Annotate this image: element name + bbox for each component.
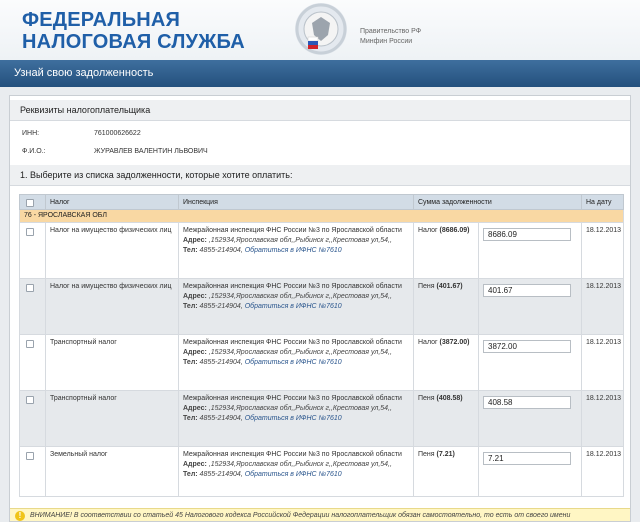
inspection-cell [179, 279, 414, 335]
table-row [20, 223, 624, 279]
table-row [20, 391, 624, 447]
tax-name: Транспортный налог [46, 391, 179, 447]
amount-input[interactable] [483, 228, 571, 241]
debt-kind-cell [414, 391, 479, 447]
table-header-row [20, 195, 624, 210]
debt-kind: Пеня [418, 395, 435, 402]
inspection-address [183, 404, 409, 414]
contact-inspection-link[interactable]: Обратиться в ИФНС №7610 [244, 247, 342, 254]
select-all-checkbox[interactable] [26, 199, 34, 207]
inspection-address [183, 292, 409, 302]
warning-banner [10, 508, 630, 522]
debt-kind: Пеня [418, 283, 435, 290]
tel-text: 4855-214904, [197, 303, 243, 310]
amount-input[interactable] [483, 452, 571, 465]
column-header-debt-sum: Сумма задолженности [414, 195, 582, 210]
amount-input[interactable] [483, 396, 571, 409]
site-header [0, 0, 640, 60]
inspection-cell [179, 223, 414, 279]
address-label: Адрес: [183, 293, 207, 300]
debt-kind-cell [414, 447, 479, 497]
row-select-cell [20, 447, 46, 497]
debts-table [19, 194, 624, 497]
row-checkbox[interactable] [26, 284, 34, 292]
row-select-cell [20, 223, 46, 279]
column-header-date: На дату [582, 195, 624, 210]
address-label: Адрес: [183, 405, 207, 412]
brand-logo[interactable] [22, 9, 245, 53]
page-title: Узнай свою задолженность [0, 60, 640, 87]
region-label: 76 - ЯРОСЛАВСКАЯ ОБЛ [20, 210, 624, 223]
debt-kind-amount: (3872.00) [439, 339, 470, 346]
amount-cell [479, 335, 582, 391]
amount-input[interactable] [483, 340, 571, 353]
inspection-address [183, 348, 409, 358]
debt-date: 18.12.2013 [582, 279, 624, 335]
inspection-name: Межрайонная инспекция ФНС России №3 по Ярославской области [183, 339, 402, 346]
tel-text: 4855-214904, [197, 359, 243, 366]
debt-kind-cell [414, 223, 479, 279]
inspection-cell [179, 391, 414, 447]
debt-kind-cell [414, 279, 479, 335]
brand-line-2: НАЛОГОВАЯ СЛУЖБА [22, 31, 245, 53]
brand-line-1: ФЕДЕРАЛЬНАЯ [22, 9, 181, 31]
contact-inspection-link[interactable]: Обратиться в ИФНС №7610 [244, 415, 342, 422]
taxpayer-section-title: Реквизиты налогоплательщика [10, 100, 630, 121]
inspection-phone [183, 246, 409, 256]
tel-text: 4855-214904, [197, 471, 243, 478]
table-row [20, 279, 624, 335]
debt-kind-amount: (7.21) [436, 451, 455, 458]
inspection-phone [183, 470, 409, 480]
debt-date: 18.12.2013 [582, 335, 624, 391]
address-label: Адрес: [183, 237, 207, 244]
tax-name: Налог на имущество физических лиц [46, 223, 179, 279]
inspection-name: Межрайонная инспекция ФНС России №3 по Ярославской области [183, 451, 402, 458]
debt-kind-amount: (401.67) [436, 283, 463, 290]
row-checkbox[interactable] [26, 396, 34, 404]
fns-emblem-icon [290, 1, 352, 61]
address-text: ,152934,Ярославская обл,,Рыбинск г,,Крестовая ул,54,, [206, 461, 392, 468]
row-select-cell [20, 391, 46, 447]
column-header-tax: Налог [46, 195, 179, 210]
table-row [20, 447, 624, 497]
fio-label: Ф.И.О.: [22, 148, 46, 155]
tax-name: Налог на имущество физических лиц [46, 279, 179, 335]
tel-label: Тел: [183, 471, 198, 478]
debt-kind: Налог [418, 339, 438, 346]
amount-cell [479, 223, 582, 279]
debt-kind-amount: (8686.09) [439, 227, 470, 234]
fio-value: ЖУРАВЛЕВ ВАЛЕНТИН ЛЬВОВИЧ [94, 148, 208, 155]
row-select-cell [20, 335, 46, 391]
warning-icon: ! [15, 511, 25, 521]
row-checkbox[interactable] [26, 340, 34, 348]
contact-inspection-link[interactable]: Обратиться в ИФНС №7610 [244, 303, 342, 310]
address-label: Адрес: [183, 461, 207, 468]
region-row [20, 210, 624, 223]
amount-cell [479, 391, 582, 447]
inspection-name: Межрайонная инспекция ФНС России №3 по Ярославской области [183, 283, 402, 290]
debt-date: 18.12.2013 [582, 223, 624, 279]
debt-kind-amount: (408.58) [436, 395, 463, 402]
inspection-cell [179, 335, 414, 391]
inn-value: 761000626622 [94, 130, 141, 137]
column-header-inspection: Инспекция [179, 195, 414, 210]
tel-label: Тел: [183, 415, 198, 422]
inspection-address [183, 460, 409, 470]
tel-text: 4855-214904, [197, 247, 243, 254]
table-row [20, 335, 624, 391]
amount-cell [479, 279, 582, 335]
address-label: Адрес: [183, 349, 207, 356]
gov-line-2: Минфин России [360, 38, 413, 45]
inspection-name: Межрайонная инспекция ФНС России №3 по Ярославской области [183, 227, 402, 234]
debt-kind: Налог [418, 227, 438, 234]
debt-date: 18.12.2013 [582, 447, 624, 497]
amount-cell [479, 447, 582, 497]
select-all-cell [20, 195, 46, 210]
inspection-phone [183, 358, 409, 368]
tel-label: Тел: [183, 247, 198, 254]
amount-input[interactable] [483, 284, 571, 297]
address-text: ,152934,Ярославская обл,,Рыбинск г,,Крестовая ул,54,, [206, 293, 392, 300]
row-select-cell [20, 279, 46, 335]
step1-title: 1. Выберите из списка задолженности, которые хотите оплатить: [10, 165, 630, 186]
row-checkbox[interactable] [26, 228, 34, 236]
tel-label: Тел: [183, 359, 198, 366]
contact-inspection-link[interactable]: Обратиться в ИФНС №7610 [244, 471, 342, 478]
tel-label: Тел: [183, 303, 198, 310]
debt-panel [9, 95, 631, 522]
gov-line-1: Правительство РФ [360, 28, 422, 35]
tax-name: Транспортный налог [46, 335, 179, 391]
address-text: ,152934,Ярославская обл,,Рыбинск г,,Крестовая ул,54,, [206, 237, 392, 244]
government-caption [360, 27, 421, 47]
tax-name: Земельный налог [46, 447, 179, 497]
debt-kind-cell [414, 335, 479, 391]
inspection-name: Межрайонная инспекция ФНС России №3 по Ярославской области [183, 395, 402, 402]
warning-text: ВНИМАНИЕ! В соответствии со статьей 45 Налогового кодекса Российской Федерации налогоплательщик обязан самостоятельно, то есть от своего имени [30, 512, 571, 519]
debt-date: 18.12.2013 [582, 391, 624, 447]
inspection-phone [183, 302, 409, 312]
inspection-address [183, 236, 409, 246]
inspection-phone [183, 414, 409, 424]
row-checkbox[interactable] [26, 452, 34, 460]
inspection-cell [179, 447, 414, 497]
inn-label: ИНН: [22, 130, 40, 137]
address-text: ,152934,Ярославская обл,,Рыбинск г,,Крестовая ул,54,, [206, 405, 392, 412]
contact-inspection-link[interactable]: Обратиться в ИФНС №7610 [244, 359, 342, 366]
tel-text: 4855-214904, [197, 415, 243, 422]
debt-kind: Пеня [418, 451, 435, 458]
address-text: ,152934,Ярославская обл,,Рыбинск г,,Крестовая ул,54,, [206, 349, 392, 356]
